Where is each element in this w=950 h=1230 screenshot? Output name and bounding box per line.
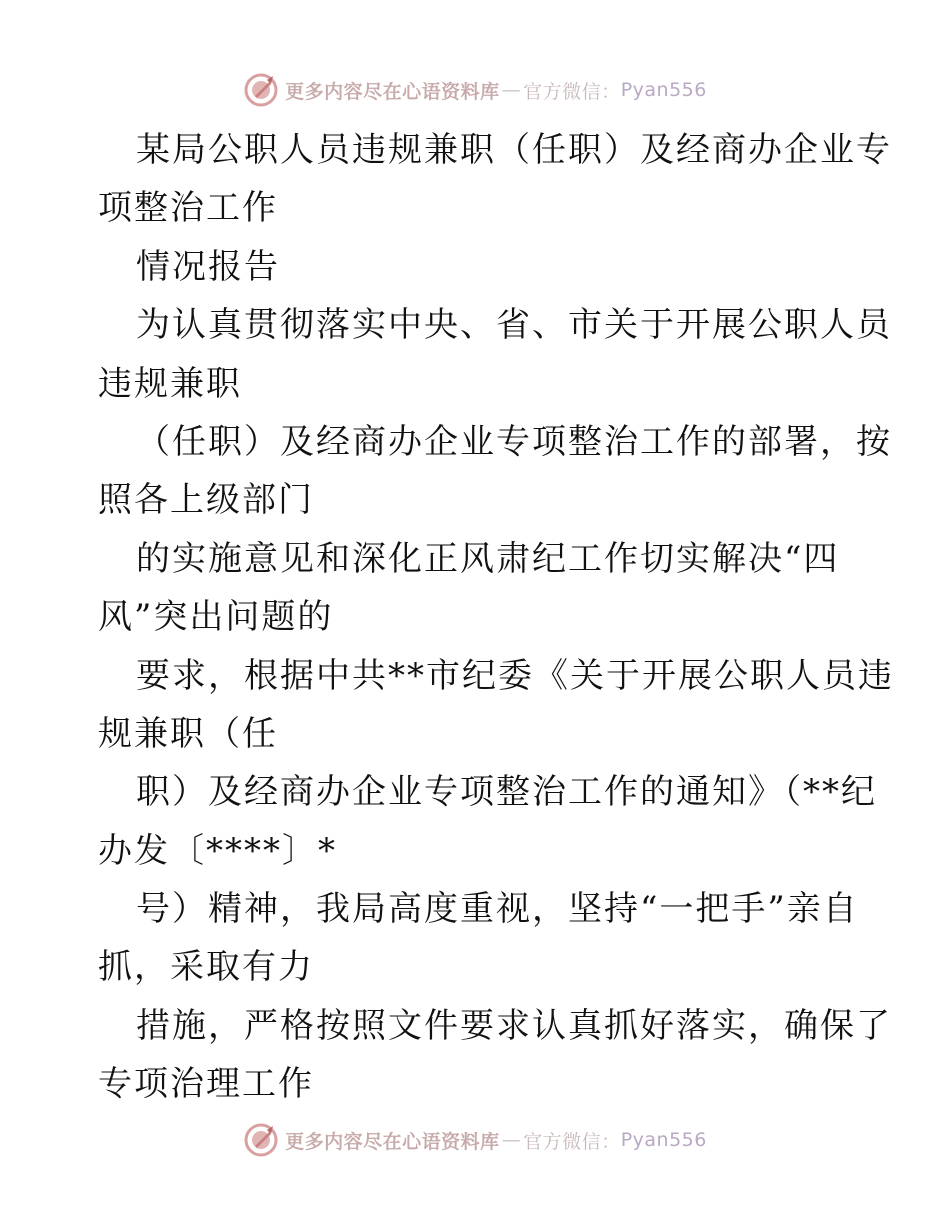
- text-line: 风”突出问题的: [98, 597, 334, 638]
- text-line: 职）及经商办企业专项整治工作的通知》（**纪: [136, 772, 877, 813]
- text-line: 要求，根据中共**市纪委《关于开展公职人员违: [136, 655, 894, 696]
- document-body: [98, 121, 894, 1114]
- text-line: 措施，严格按照文件要求认真抓好落实，确保了: [136, 1005, 892, 1046]
- watermark-separator: —: [501, 1129, 522, 1151]
- text-line: 的实施意见和深化正风肃纪工作切实解决“四: [136, 538, 840, 579]
- text-line: 为认真贯彻落实中央、省、市关于开展公职人员: [136, 305, 892, 346]
- watermark-contact-id: Pyan556: [620, 1129, 707, 1151]
- watermark-separator: —: [501, 79, 522, 101]
- watermark-contact-label: 官方微信：: [523, 1130, 621, 1153]
- watermark-brand: 更多内容尽在心语资料库: [285, 1130, 500, 1153]
- text-line: 抓，采取有力: [98, 947, 314, 988]
- footer-watermark: [0, 1120, 950, 1160]
- text-line: 违规兼职: [98, 363, 242, 404]
- watermark-brand: 更多内容尽在心语资料库: [285, 80, 500, 103]
- watermark-contact-label: 官方微信：: [523, 80, 621, 103]
- text-line: 项整治工作: [98, 188, 278, 229]
- text-line: 办发〔****〕*: [98, 830, 337, 871]
- header-watermark: [0, 70, 950, 110]
- watermark-contact-id: Pyan556: [620, 79, 707, 101]
- text-line: （任职）及经商办企业专项整治工作的部署，按: [136, 421, 892, 462]
- text-line: 情况报告: [136, 246, 280, 287]
- brand-logo-icon: [243, 1122, 279, 1158]
- text-line: 专项治理工作: [98, 1064, 314, 1105]
- text-line: 照各上级部门: [98, 480, 314, 521]
- text-line: 号）精神，我局高度重视，坚持“一把手”亲自: [136, 889, 859, 930]
- text-line: 某局公职人员违规兼职（任职）及经商办企业专: [136, 130, 892, 170]
- text-line: 规兼职（任: [98, 713, 278, 754]
- brand-logo-icon: [243, 72, 279, 108]
